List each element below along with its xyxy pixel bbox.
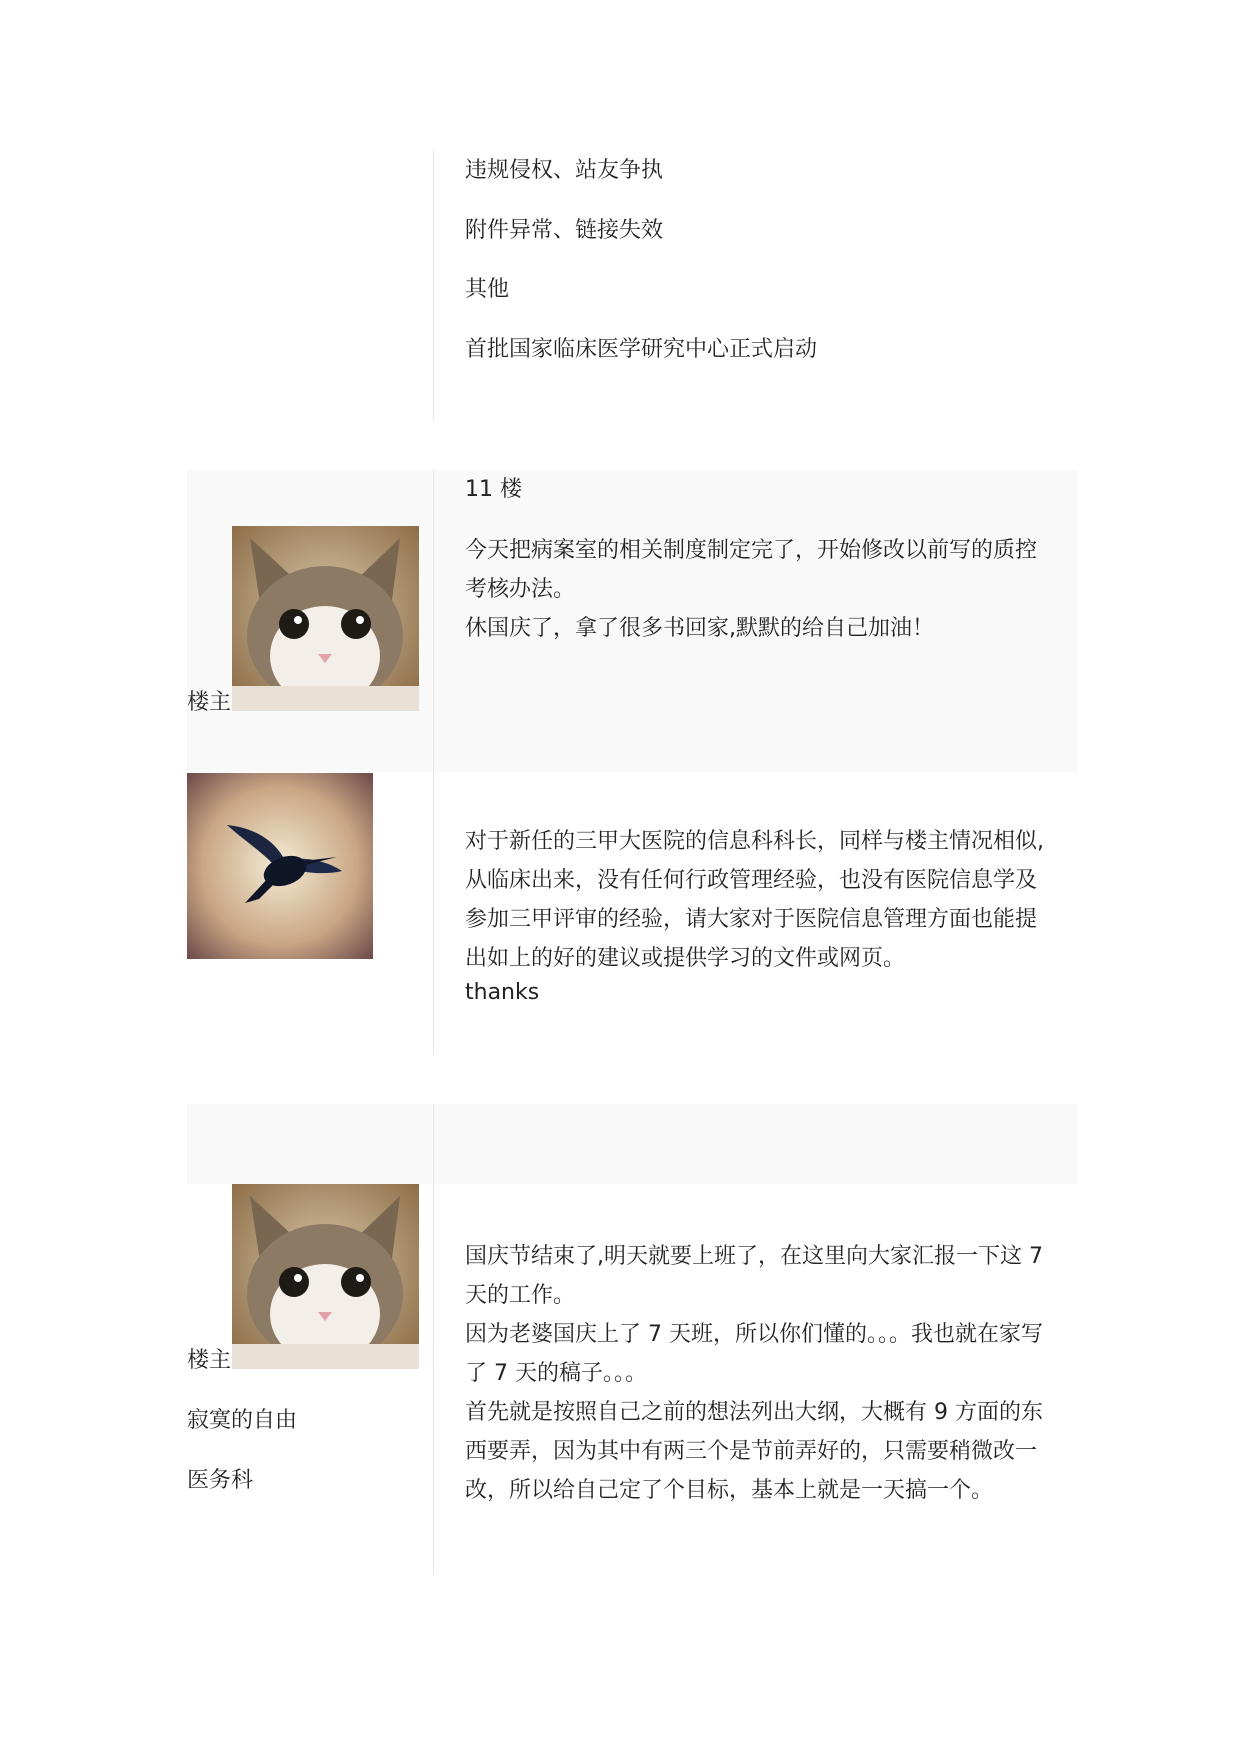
username-link[interactable]: 寂寞的自由	[187, 1408, 298, 1433]
post-line: thanks	[465, 980, 540, 1005]
post-line: 休国庆了，拿了很多书回家,默默的给自己加油！	[465, 616, 934, 641]
menu-item-infringement[interactable]: 违规侵权、站友争执	[465, 158, 664, 183]
post-11-body	[465, 531, 1045, 648]
op-badge: 楼主	[187, 1348, 232, 1373]
post-reply-body	[465, 822, 1045, 1008]
menu-item-other[interactable]: 其他	[465, 277, 510, 302]
user-department: 医务科	[187, 1468, 254, 1493]
post-line: 今天把病案室的相关制度制定完了，开始修改以前写的质控考核办法。	[465, 538, 1038, 602]
post-op2-content-header	[434, 1104, 1078, 1184]
post-op2-body	[465, 1237, 1045, 1510]
menu-item-broken-link[interactable]: 附件异常、链接失效	[465, 218, 664, 243]
column-divider-top	[433, 150, 434, 421]
menu-item-related-link[interactable]: 首批国家临床医学研究中心正式启动	[465, 337, 818, 362]
op-badge: 楼主	[187, 690, 232, 715]
post-op2-author-header	[187, 1104, 433, 1184]
post-line: 首先就是按照自己之前的想法列出大纲，大概有 9 方面的东西要弄，因为其中有两三个是节前弄好的，只需要稍微改一改，所以给自己定了个目标，基本上就是一天搞一个。	[465, 1400, 1043, 1503]
hummingbird-avatar-icon[interactable]	[187, 773, 373, 959]
post-line: 对于新任的三甲大医院的信息科科长，同样与楼主情况相似,从临床出来，没有任何行政管理经验，也没有医院信息学及参加三甲评审的经验，请大家对于医院信息管理方面也能提出如上的好的建议或提供学习的文件或网页。	[465, 829, 1044, 971]
cat-avatar-icon[interactable]	[232, 1184, 419, 1369]
post-line: 因为老婆国庆上了 7 天班，所以你们懂的。。。我也就在家写了 7 天的稿子。。。	[465, 1322, 1043, 1386]
cat-avatar-icon[interactable]	[232, 526, 419, 711]
post-line: 国庆节结束了,明天就要上班了，在这里向大家汇报一下这 7 天的工作。	[465, 1244, 1043, 1308]
floor-number: 11 楼	[465, 477, 522, 502]
